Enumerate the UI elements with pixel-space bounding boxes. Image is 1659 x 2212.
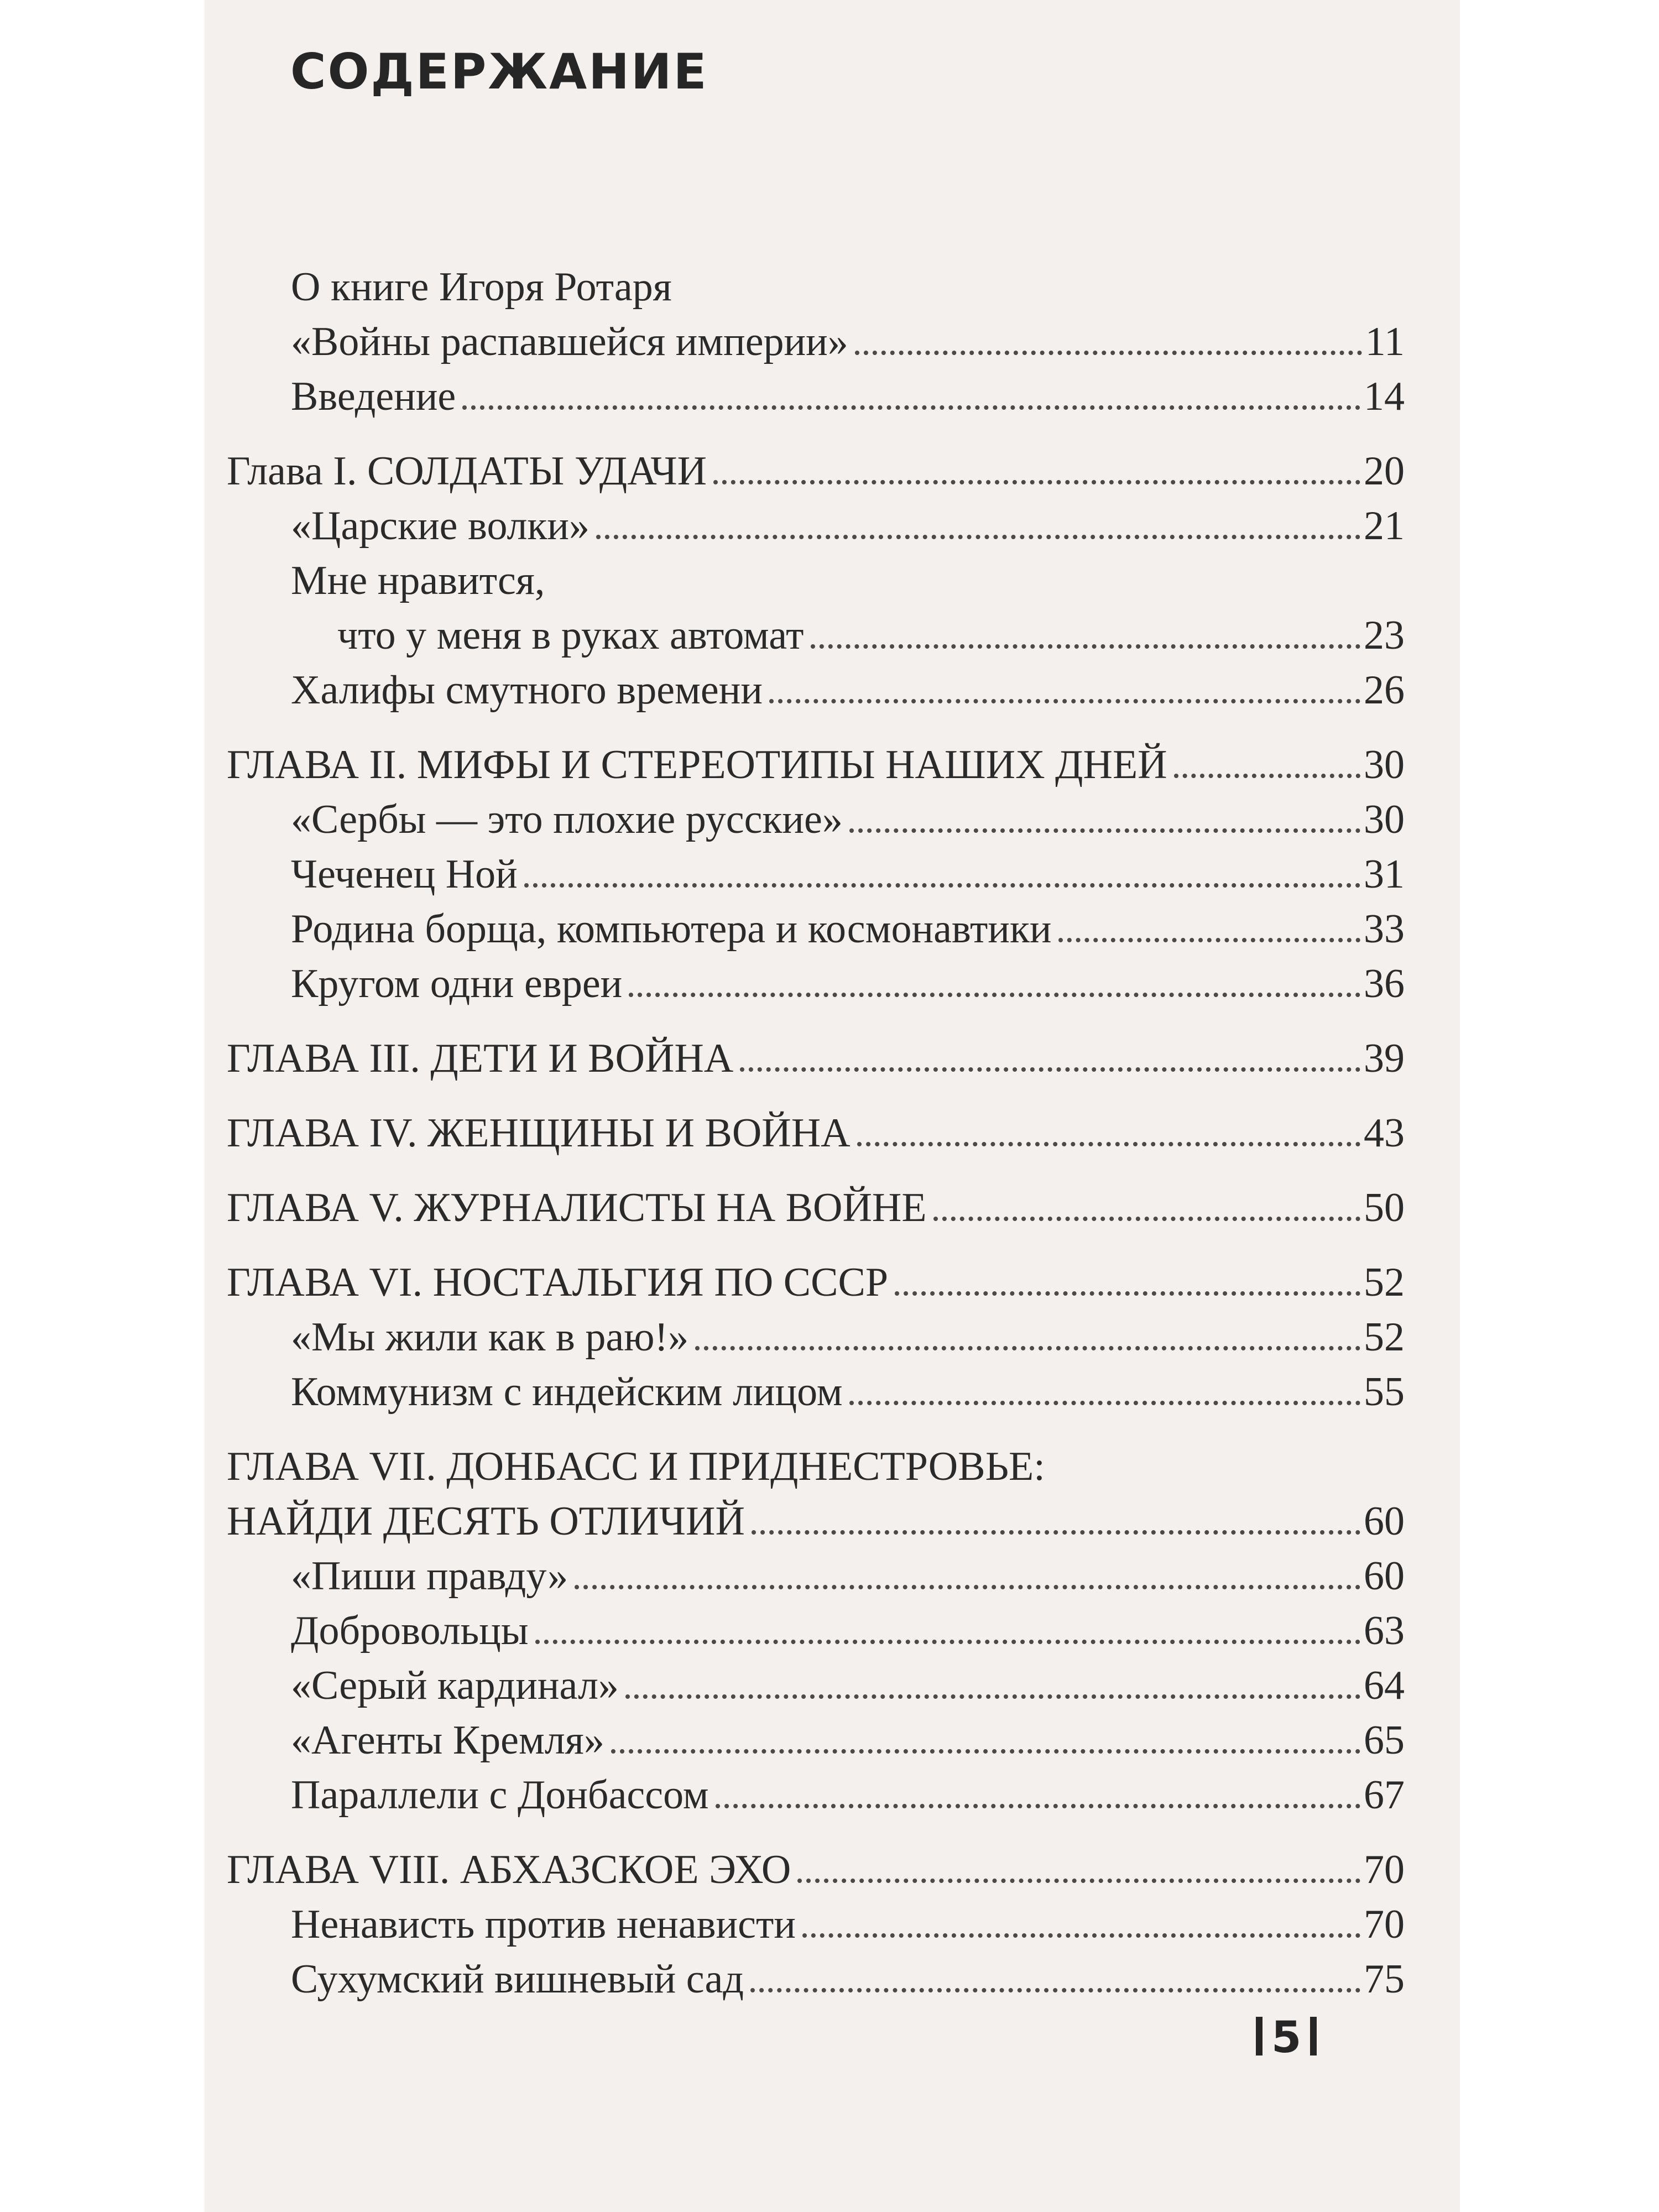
dot-leader xyxy=(740,1067,1360,1072)
toc-entry xyxy=(227,902,1405,957)
page-title: СОДЕРЖАНИЕ xyxy=(290,43,708,100)
toc-entry-title: Введение xyxy=(291,374,456,419)
toc-entry xyxy=(227,1658,1405,1713)
dot-leader xyxy=(752,1530,1360,1535)
toc-entry-page: 60 xyxy=(1364,1553,1405,1599)
toc-entry-title: Чеченец Ной xyxy=(291,852,518,897)
toc-entry xyxy=(227,1604,1405,1658)
dot-leader xyxy=(716,1804,1360,1808)
toc-entry xyxy=(227,1768,1405,1823)
toc-entry-title: ГЛАВА V. ЖУРНАЛИСТЫ НА ВОЙНЕ xyxy=(227,1185,927,1230)
toc-entry xyxy=(227,1310,1405,1365)
toc-entry-page: 70 xyxy=(1364,1847,1405,1892)
toc-entry-page: 60 xyxy=(1364,1499,1405,1544)
toc-entry-title: ГЛАВА VII. ДОНБАСС И ПРИДНЕСТРОВЬЕ: xyxy=(227,1444,1045,1489)
toc-chapter xyxy=(227,444,1405,499)
toc-entry-page: 11 xyxy=(1365,319,1405,364)
dot-leader xyxy=(857,1142,1360,1146)
dot-leader xyxy=(535,1640,1360,1644)
toc-chapter xyxy=(227,1255,1405,1310)
toc-entry-title: Халифы смутного времени xyxy=(291,667,763,713)
toc-entry-page: 65 xyxy=(1364,1718,1405,1763)
toc-entry xyxy=(227,554,1405,608)
toc-entry-title: Глава I. СОЛДАТЫ УДАЧИ xyxy=(227,448,707,494)
toc-entry-title: Добровольцы xyxy=(291,1608,529,1653)
toc-entry-page: 50 xyxy=(1364,1185,1405,1230)
page-number xyxy=(1247,2013,1326,2063)
toc-entry-title: что у меня в руках автомат xyxy=(337,613,804,658)
dot-leader xyxy=(524,883,1360,888)
toc-entry-page: 39 xyxy=(1364,1036,1405,1081)
dot-leader xyxy=(611,1749,1360,1754)
toc-entry xyxy=(227,1713,1405,1768)
dot-leader xyxy=(895,1291,1360,1296)
toc-entry-page: 14 xyxy=(1364,374,1405,419)
toc-entry xyxy=(227,499,1405,554)
toc-entry-title: Кругом одни евреи xyxy=(291,961,623,1006)
toc-entry-title: «Серый кардинал» xyxy=(291,1663,619,1708)
toc-entry-title: Сухумский вишневый сад xyxy=(291,1957,744,2002)
folio-bar-right xyxy=(1310,2017,1317,2056)
toc-entry xyxy=(227,608,1405,663)
toc-chapter xyxy=(227,738,1405,792)
toc-entry-title: Параллели с Донбассом xyxy=(291,1772,709,1818)
dot-leader xyxy=(596,535,1360,539)
toc-entry-page: 55 xyxy=(1364,1369,1405,1415)
toc-entry-title: ГЛАВА VIII. АБХАЗСКОЕ ЭХО xyxy=(227,1847,791,1892)
dot-leader xyxy=(1174,774,1360,778)
dot-leader xyxy=(629,993,1360,997)
toc-chapter xyxy=(227,1494,1405,1549)
toc-entry xyxy=(227,663,1405,718)
toc-entry-page: 70 xyxy=(1364,1902,1405,1947)
toc-entry-title: «Войны распавшейся империи» xyxy=(291,319,848,364)
toc-entry-page: 30 xyxy=(1364,742,1405,787)
toc-entry-title: «Агенты Кремля» xyxy=(291,1718,604,1763)
toc-chapter xyxy=(227,1106,1405,1161)
dot-leader xyxy=(811,644,1360,649)
book-page xyxy=(205,0,1460,2212)
toc-entry xyxy=(227,792,1405,847)
dot-leader xyxy=(797,1879,1360,1883)
toc-entry-title: «Царские волки» xyxy=(291,503,589,549)
dot-leader xyxy=(695,1346,1360,1350)
toc-entry-page: 33 xyxy=(1364,906,1405,952)
toc-entry-page: 64 xyxy=(1364,1663,1405,1708)
toc-entry xyxy=(227,315,1405,369)
toc-entry-page: 23 xyxy=(1364,613,1405,658)
toc-entry-title: «Пиши правду» xyxy=(291,1553,568,1599)
toc-entry xyxy=(227,957,1405,1011)
toc-entry xyxy=(227,1952,1405,2007)
toc-entry xyxy=(227,260,1405,315)
toc-entry-title: «Мы жили как в раю!» xyxy=(291,1314,689,1360)
folio-bar-left xyxy=(1256,2017,1262,2056)
toc-entry-page: 36 xyxy=(1364,961,1405,1006)
toc-entry-page: 26 xyxy=(1364,667,1405,713)
toc-entry-title: О книге Игоря Ротаря xyxy=(291,264,672,310)
dot-leader xyxy=(849,828,1360,833)
toc-entry-page: 75 xyxy=(1364,1957,1405,2002)
toc-entry-title: Родина борща, компьютера и космонавтики xyxy=(291,906,1052,952)
dot-leader xyxy=(713,480,1360,484)
dot-leader xyxy=(933,1217,1360,1221)
toc-entry-page: 52 xyxy=(1364,1260,1405,1305)
toc-entry-title: НАЙДИ ДЕСЯТЬ ОТЛИЧИЙ xyxy=(227,1499,745,1544)
toc-entry-page: 30 xyxy=(1364,797,1405,842)
toc-chapter xyxy=(227,1181,1405,1235)
toc-entry xyxy=(227,847,1405,902)
dot-leader xyxy=(769,699,1360,703)
toc-entry-page: 52 xyxy=(1364,1314,1405,1360)
toc-entry-title: «Сербы — это плохие русские» xyxy=(291,797,843,842)
dot-leader xyxy=(750,1988,1360,1992)
table-of-contents xyxy=(227,260,1405,2007)
toc-entry-title: Коммунизм с индейским лицом xyxy=(291,1369,843,1415)
dot-leader xyxy=(462,405,1360,410)
dot-leader xyxy=(575,1585,1360,1589)
dot-leader xyxy=(855,351,1362,355)
dot-leader xyxy=(625,1694,1360,1699)
toc-chapter xyxy=(227,1843,1405,1897)
toc-entry xyxy=(227,1897,1405,1952)
toc-entry-title: ГЛАВА III. ДЕТИ И ВОЙНА xyxy=(227,1036,734,1081)
toc-entry xyxy=(227,1549,1405,1604)
toc-entry-page: 31 xyxy=(1364,852,1405,897)
toc-entry-page: 63 xyxy=(1364,1608,1405,1653)
dot-leader xyxy=(1058,938,1360,942)
toc-entry-page: 43 xyxy=(1364,1110,1405,1156)
toc-chapter xyxy=(227,1031,1405,1086)
toc-entry-title: ГЛАВА IV. ЖЕНЩИНЫ И ВОЙНА xyxy=(227,1110,851,1156)
dot-leader xyxy=(802,1933,1360,1938)
toc-entry-page: 20 xyxy=(1364,448,1405,494)
toc-chapter xyxy=(227,1439,1405,1494)
toc-entry-title: ГЛАВА II. МИФЫ И СТЕРЕОТИПЫ НАШИХ ДНЕЙ xyxy=(227,742,1167,787)
toc-entry-title: ГЛАВА VI. НОСТАЛЬГИЯ ПО СССР xyxy=(227,1260,889,1305)
toc-entry-title: Мне нравится, xyxy=(291,558,545,603)
toc-entry xyxy=(227,1365,1405,1420)
page-number-value: 5 xyxy=(1271,2013,1302,2063)
toc-entry-page: 21 xyxy=(1364,503,1405,549)
dot-leader xyxy=(849,1401,1360,1405)
toc-entry-title: Ненависть против ненависти xyxy=(291,1902,796,1947)
toc-entry-page: 67 xyxy=(1364,1772,1405,1818)
toc-entry xyxy=(227,369,1405,424)
